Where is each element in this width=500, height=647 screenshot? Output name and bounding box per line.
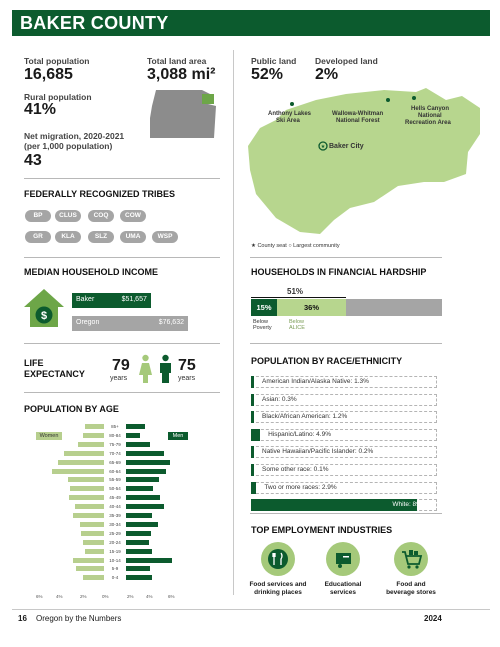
- map-label-national: National: [418, 113, 442, 119]
- total-land-area-value: 3,088 mi²: [147, 66, 216, 83]
- age-tick-label: 50-54: [109, 486, 121, 492]
- map-label-anthony-lakes: Anthony Lakes: [268, 111, 312, 117]
- tribe-badge: SLZ: [88, 231, 114, 243]
- baker-income-label: Baker: [76, 296, 95, 303]
- hardship-bracket: [251, 297, 346, 298]
- race-row: [251, 446, 437, 458]
- divider: [24, 178, 220, 179]
- race-label: Hispanic/Latino: 4.9%: [268, 430, 331, 438]
- net-migration-label: Net migration, 2020-2021: [24, 131, 125, 141]
- map-label-wallowa-whitman: Wallowa-Whitman: [332, 111, 384, 117]
- age-tick-label: 35-39: [109, 513, 121, 518]
- men-years-label: years: [178, 375, 196, 382]
- life-expectancy-title: LIFE: [24, 358, 44, 368]
- hardship-total: 51%: [287, 287, 304, 296]
- x-tick-label: 6%: [168, 594, 175, 599]
- race-row: [251, 376, 437, 388]
- women-bar: [58, 460, 104, 465]
- education-icon: [326, 542, 360, 576]
- x-tick-label: 2%: [127, 594, 134, 599]
- race-bar: [251, 429, 260, 441]
- age-tick-label: 65-69: [109, 459, 121, 465]
- poverty-bar: 15%: [251, 299, 277, 316]
- race-label: American Indian/Alaska Native: 1.3%: [262, 378, 369, 385]
- men-bar: [126, 477, 159, 482]
- county-title: BAKER COUNTY: [20, 13, 169, 33]
- women-bar: [68, 477, 104, 482]
- oregon-income-label: Oregon: [76, 319, 100, 326]
- women-bar: [85, 549, 104, 554]
- women-bar: [70, 486, 104, 491]
- men-bar: [126, 575, 152, 580]
- footer-year: 2024: [424, 614, 442, 623]
- baker-county-highlight: [202, 94, 214, 104]
- oregon-income-bar: [72, 316, 188, 331]
- grocery-cart-icon: [394, 542, 428, 576]
- women-bar: [76, 566, 104, 571]
- divider: [250, 343, 442, 344]
- map-label-national-forest: National Forest: [336, 118, 380, 124]
- rural-population-label: Rural population: [24, 92, 92, 102]
- svg-text:$: $: [40, 310, 48, 322]
- men-bar: [126, 424, 145, 429]
- public-land-label: Public land: [251, 56, 297, 66]
- divider: [250, 513, 442, 514]
- age-chart-title: POPULATION BY AGE: [24, 404, 119, 414]
- race-bar: [251, 464, 254, 476]
- women-bar: [75, 504, 104, 509]
- age-tick-label: 85+: [111, 424, 119, 429]
- developed-land-value: 2%: [315, 66, 339, 83]
- total-population-value: 16,685: [24, 66, 73, 83]
- tribe-badge: WSP: [152, 231, 178, 243]
- men-bar: [126, 566, 150, 571]
- race-label: Some other race: 0.1%: [262, 466, 329, 473]
- race-bar: [251, 482, 256, 494]
- race-label: Two or more races: 2.9%: [264, 483, 337, 491]
- poverty-label: Below: [253, 319, 268, 325]
- men-bar: [126, 504, 164, 509]
- women-bar: [80, 522, 104, 527]
- divider: [24, 343, 220, 344]
- total-population-label: Total population: [24, 56, 90, 66]
- oregon-income-value: $76,632: [158, 319, 184, 326]
- men-bar: [126, 486, 153, 491]
- industry-label-3: Food and beverage stores: [386, 581, 436, 596]
- industry-label-2: Educational services: [324, 581, 362, 596]
- women-life-expectancy: 79: [112, 357, 130, 374]
- hardship-title: HOUSEHOLDS IN FINANCIAL HARDSHIP: [251, 267, 427, 277]
- svg-text:★: ★: [320, 144, 326, 150]
- women-bar: [78, 442, 104, 447]
- divider: [24, 392, 220, 393]
- x-tick-label: 2%: [80, 594, 87, 599]
- column-divider: [233, 50, 234, 595]
- divider: [24, 257, 220, 258]
- oregon-state-map: [148, 88, 218, 140]
- race-title: POPULATION BY RACE/ETHNICITY: [251, 356, 403, 366]
- alice-bar: 36%: [277, 299, 346, 316]
- tribe-badge: CLUS: [55, 210, 81, 222]
- race-row: [251, 394, 437, 406]
- tribes-title: FEDERALLY RECOGNIZED TRIBES: [24, 189, 176, 199]
- age-tick-label: 5-9: [111, 566, 119, 572]
- employment-title: TOP EMPLOYMENT INDUSTRIES: [251, 525, 393, 535]
- age-tick-label: 80-84: [109, 432, 121, 438]
- map-label-hells-canyon: Hells Canyon: [411, 106, 450, 112]
- women-bar: [69, 495, 104, 500]
- legend-men: Men: [168, 432, 188, 440]
- tribe-badge: KLA: [55, 231, 81, 243]
- race-row: [251, 411, 437, 423]
- race-label: White: 89.1%: [392, 501, 431, 509]
- map-legend: ★ County seat ○ Largest community: [251, 243, 340, 249]
- men-bar: [126, 460, 170, 465]
- age-tick-label: 10-14: [109, 557, 121, 563]
- race-row: [251, 482, 437, 494]
- map-label-recreation-area: Recreation Area: [405, 120, 451, 126]
- age-tick-label: 25-29: [109, 530, 121, 536]
- women-bar: [83, 540, 104, 545]
- women-bar: [73, 558, 105, 563]
- total-land-area-label: Total land area: [147, 56, 207, 66]
- men-bar: [126, 540, 149, 545]
- net-migration-sublabel: (per 1,000 population): [24, 141, 113, 151]
- age-tick-label: 60-64: [109, 468, 121, 474]
- race-label: Asian: 0.3%: [262, 395, 297, 403]
- race-row: [251, 499, 437, 511]
- men-life-expectancy: 75: [178, 357, 196, 374]
- race-row: [251, 464, 437, 476]
- race-bar: [251, 411, 254, 423]
- women-years-label: years: [110, 375, 128, 382]
- map-label-baker-city: Baker City: [329, 143, 364, 150]
- age-tick-label: 45-49: [109, 495, 121, 501]
- net-migration-value: 43: [24, 152, 42, 169]
- women-bar: [83, 575, 104, 580]
- age-tick-label: 0-4: [111, 575, 119, 581]
- tribe-badge: GR: [25, 231, 51, 243]
- remaining-bar: [346, 299, 442, 316]
- women-bar: [73, 513, 105, 518]
- age-tick-label: 40-44: [109, 504, 121, 510]
- tribe-badge: COW: [120, 210, 146, 222]
- men-bar: [126, 442, 150, 447]
- page-header: [12, 10, 490, 36]
- rural-population-value: 41%: [24, 101, 57, 118]
- men-bar: [126, 513, 152, 518]
- age-tick-label: 20-24: [109, 539, 121, 545]
- legend-women: Women: [36, 432, 62, 440]
- race-label: Native Hawaiian/Pacific Islander: 0.2%: [262, 448, 374, 456]
- income-title: MEDIAN HOUSEHOLD INCOME: [24, 267, 159, 277]
- women-bar: [81, 531, 104, 536]
- alice-label-2: ALICE: [289, 325, 305, 331]
- age-tick-label: 30-34: [109, 521, 121, 527]
- age-tick-label: 75-79: [109, 441, 121, 447]
- page-number: 16: [18, 614, 27, 623]
- women-bar: [85, 424, 104, 429]
- men-bar: [126, 522, 158, 527]
- race-bar: [251, 394, 254, 406]
- age-tick-label: 15-19: [109, 548, 121, 554]
- tribe-badge: COQ: [88, 210, 114, 222]
- man-icon: [158, 354, 173, 384]
- x-tick-label: 4%: [146, 594, 153, 599]
- race-bar: [251, 446, 254, 458]
- race-bar: [251, 376, 254, 388]
- poverty-label-2: Poverty: [253, 325, 272, 331]
- industry-label-1: Food services and drinking places: [249, 581, 307, 596]
- race-label: Black/African American: 1.2%: [262, 413, 348, 421]
- women-bar: [64, 451, 104, 456]
- x-tick-label: 4%: [56, 594, 63, 599]
- alice-label: Below: [289, 319, 304, 325]
- woman-icon: [138, 354, 153, 384]
- house-dollar-icon: [23, 288, 65, 328]
- footer-divider: [12, 609, 490, 610]
- x-tick-label: 6%: [36, 594, 43, 599]
- men-bar: [126, 531, 151, 536]
- age-tick-label: 55-59: [109, 477, 121, 483]
- life-expectancy-title-2: EXPECTANCY: [24, 369, 85, 379]
- tribe-badge: UMA: [120, 231, 146, 243]
- race-row: [251, 429, 437, 441]
- developed-land-label: Developed land: [315, 56, 378, 66]
- map-label-ski-area: Ski Area: [276, 118, 300, 124]
- women-bar: [83, 433, 104, 438]
- x-tick-label: 0%: [102, 594, 109, 599]
- men-bar: [126, 495, 160, 500]
- men-bar: [126, 469, 166, 474]
- men-bar: [126, 558, 172, 563]
- men-bar: [126, 433, 140, 438]
- women-bar: [52, 469, 105, 474]
- baker-income-bar: [72, 293, 151, 308]
- men-bar: [126, 451, 164, 456]
- men-bar: [126, 549, 152, 554]
- footer-title: Oregon by the Numbers: [36, 614, 122, 623]
- baker-income-value: $51,657: [121, 296, 147, 303]
- divider: [250, 257, 442, 258]
- age-tick-label: 70-74: [109, 450, 121, 456]
- tribe-badge: BP: [25, 210, 51, 222]
- public-land-value: 52%: [251, 66, 284, 83]
- food-services-icon: [261, 542, 295, 576]
